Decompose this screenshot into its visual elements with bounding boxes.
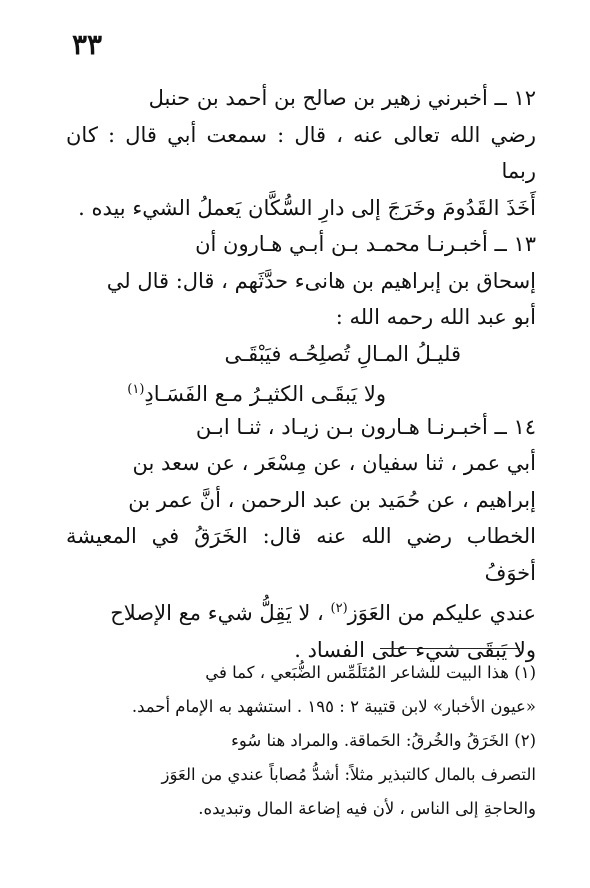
hadith-14 <box>66 409 536 669</box>
text-line: ولا يَبقَى شيء على الفساد . <box>294 637 536 662</box>
footnote-line: (١) هذا البيت للشاعر المُتَلَمِّس الضُّبَعي ، كما في <box>205 663 536 682</box>
text-line: ١٢ ــ أخبرني زهير بن صالح بن أحمد بن حنبل <box>148 86 536 110</box>
footnote-line: «عيون الأخبار» لابن قتيبة ٢ : ١٩٥ . استشهد به الإمام أحمد. <box>131 697 536 716</box>
text-line: ١٤ ــ أخبـرنـا هـارون بـن زيـاد ، ثنـا ابـن <box>195 414 536 439</box>
text-line: أبو عبد الله رحمه الله : <box>335 305 536 329</box>
text-line: الخطاب رضي الله عنه قال: الخَرَقُ في المعيشة أخوَفُ <box>66 524 536 585</box>
footnote-2 <box>66 724 536 826</box>
poem-verse-first: قليـلُ المـالِ تُصلِحُـه فيَبْقَـى <box>224 341 461 366</box>
hadith-12 <box>66 80 536 226</box>
main-text <box>66 80 536 668</box>
footnote-ref-1[interactable]: (١) <box>127 382 145 397</box>
text-line: إبراهيم ، عن حُمَيد بن عبد الرحمن ، أنَّ عمر بن <box>128 487 536 512</box>
text-line: ١٣ ــ أخبـرنـا محمـد بـن أبـي هـارون أن <box>195 232 536 256</box>
hadith-13 <box>66 226 536 409</box>
text-line <box>66 591 536 632</box>
poem-verse-second <box>66 372 386 409</box>
footnote-divider <box>380 648 520 649</box>
text-line: أبي عمر ، ثنا سفيان ، عن مِسْعَر ، عن سعد بن <box>132 451 536 475</box>
text-line: أَخَذَ القَدُومَ وخَرَجَ إلى دارِ السُّكَّان يَعملُ الشيء بيده . <box>78 195 536 220</box>
footnote-line: والحاجةِ إلى الناس ، لأن فيه إضاعة المال وتبديده. <box>198 799 536 818</box>
text-line: رضي الله تعالى عنه ، قال : سمعت أبي قال : كان ربما <box>66 122 536 183</box>
page-number: ٣٣ <box>72 28 103 61</box>
footnote-line: (٢) الخَرَقُ والخُرقُ: الحَماقة. والمراد هنا سُوء <box>231 731 536 750</box>
footnotes <box>66 656 536 826</box>
footnote-line: التصرف بالمال كالتبذير مثلاً: أشدُّ مُصاباً عندي من العَوَز <box>161 765 536 784</box>
verse-text: ولا يَبقَـى الكثيـرُ مـع الفَسَـادِ <box>144 382 386 406</box>
text-line: إسحاق بن إبراهيم بن هانىء حدَّثَهم ، قال: قال لي <box>106 268 536 293</box>
footnote-1 <box>66 656 536 724</box>
footnote-ref-2[interactable]: (٢) <box>330 601 348 616</box>
text-segment: عندي عليكم من العَوَز <box>347 601 536 625</box>
text-segment: ، لا يَقِلُّ شيء مع الإصلاح <box>110 601 331 625</box>
